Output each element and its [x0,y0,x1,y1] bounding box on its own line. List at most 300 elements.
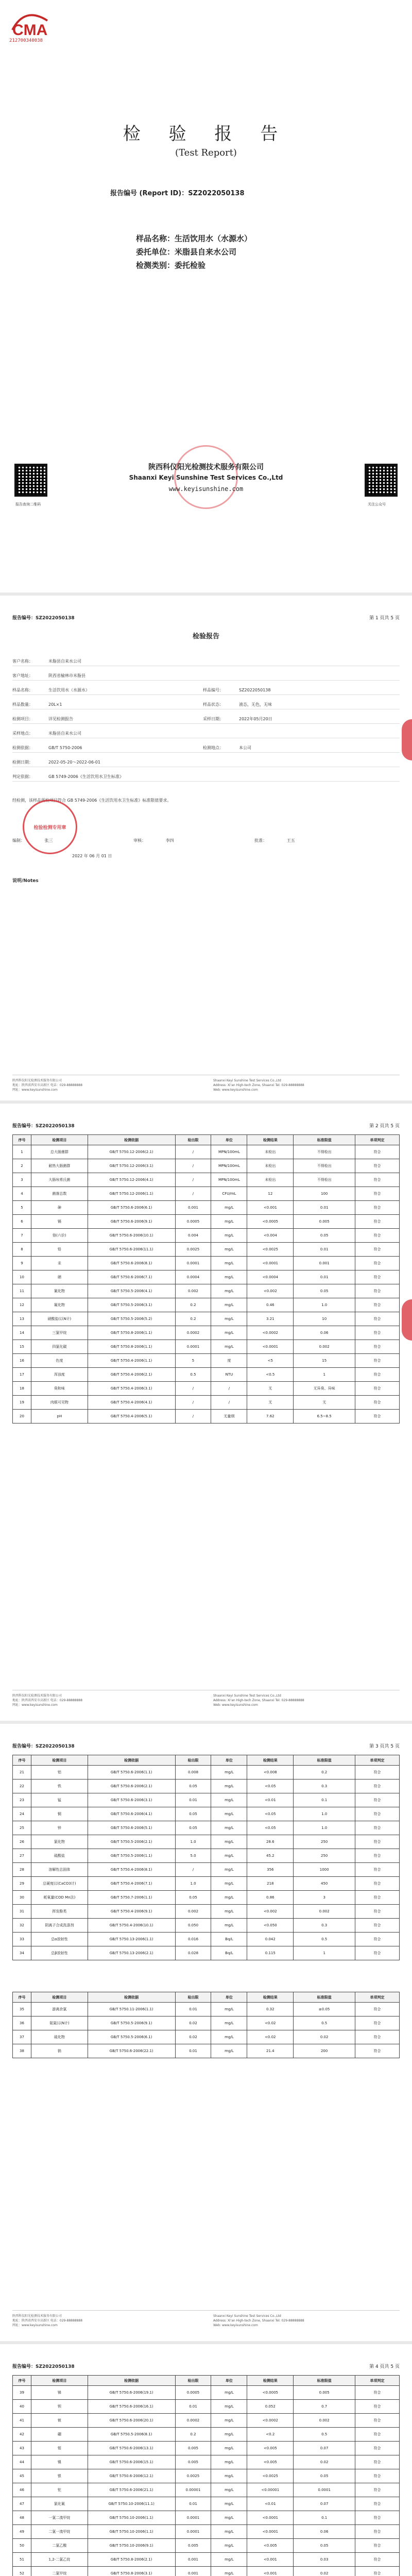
table-row [13,1270,400,1284]
table-cell: 0.050 [175,1919,211,1933]
table-cell: 符合 [355,1257,400,1270]
column-header: 标准限值 [294,1755,355,1766]
table-cell: 0.05 [294,1229,355,1243]
table-row [13,2400,400,2414]
table-cell: 符合 [355,1229,400,1243]
table-cell: 218 [247,1877,294,1891]
table-cell: mg/L [211,1863,247,1877]
table-cell: 铁 [31,1780,88,1793]
table-cell: 0.0002 [175,1326,211,1340]
table-cell: <0.0025 [247,2469,294,2483]
table-cell: 0.001 [175,1201,211,1215]
table-cell: pH [31,1410,88,1423]
table-cell: GB/T 5750.6-2006(12.1) [88,2469,175,2483]
footer-right: Shaanxi Keyi Sunshine Test Services Co.,Ltd Address: Xi'an High-tech Zone, Shaanxi Tel: 029-88888888 Web: www.keyisunshine.com [213,2314,304,2327]
field-value: SZ2022050138 [239,688,271,692]
table-cell: GB/T 5750.6-2006(7.1) [88,1270,175,1284]
table-cell: 0.042 [247,1933,294,1946]
table-cell: 0.0001 [175,1340,211,1354]
lab-website[interactable]: www.keyisunshine.com [168,485,244,493]
table-row [13,1849,400,1863]
table-cell: 0.07 [294,2442,355,2455]
table-cell: 浑浊度 [31,1368,88,1382]
table-cell: <0.002 [247,1905,294,1919]
table-cell: 0.05 [294,1284,355,1298]
table-row [13,1187,400,1201]
results-table [12,1992,400,2058]
table-cell: 硫化物 [31,2030,88,2044]
table-cell: mg/L [211,1270,247,1284]
column-header: 单位 [211,1755,247,1766]
table-cell: <0.001 [247,1201,294,1215]
table-cell: 0.5 [175,1368,211,1382]
table-cell: 0.052 [247,2400,294,2414]
table-cell: 硒 [31,1270,88,1284]
summary-title: 检验报告 [192,633,219,640]
table-row [13,1159,400,1173]
table-cell: 0.0005 [175,1215,211,1229]
table-cell: 符合 [355,1396,400,1410]
table-cell: Bq/L [211,1946,247,1960]
table-cell: mg/L [211,2539,247,2553]
table-cell: 符合 [355,1919,400,1933]
table-cell: 7.62 [247,1410,294,1423]
table-cell: GB/T 5750.4-2006(7.1) [88,1877,175,1891]
table-cell: 符合 [355,1284,400,1298]
table-cell: 0.02 [294,2455,355,2469]
table-cell: / [211,1382,247,1396]
table-cell: 铝 [31,1766,88,1780]
column-header: 序号 [13,1755,31,1766]
table-cell: 24 [13,1807,31,1821]
table-cell: 铍 [31,2414,88,2428]
footer-right: Shaanxi Keyi Sunshine Test Services Co.,Ltd Address: Xi'an High-tech Zone, Shaanxi Tel: 029-88888888 Web: www.keyisunshine.com [213,1694,304,1707]
table-cell: 0.002 [294,1340,355,1354]
table-cell: 23 [13,1793,31,1807]
table-row [13,1410,400,1423]
table-cell: 29 [13,1877,31,1891]
field-label: 样品编号： [203,688,224,692]
table-cell: 符合 [355,1270,400,1284]
column-header: 标准限值 [294,2376,355,2386]
table-row [13,2044,400,2058]
table-header-row [13,2376,400,2386]
table-cell: <0.0001 [247,1257,294,1270]
table-row [13,1173,400,1187]
table-cell: 19 [13,1396,31,1410]
table-cell: GB/T 5750.10-2006(11.1) [88,2497,175,2511]
table-row [13,2428,400,2442]
field-label: 样品数量： [12,702,33,707]
table-cell: 二氯甲烷 [31,2567,88,2576]
table-cell: 符合 [355,1807,400,1821]
table-cell: GB/T 5750.6-2006(2.1) [88,1780,175,1793]
table-cell: 3 [13,1173,31,1187]
signature-compile: 张三 [44,838,53,843]
table-cell: mg/L [211,2455,247,2469]
table-cell: GB/T 5750.7-2006(1.1) [88,1891,175,1905]
table-cell: 阴离子合成洗涤剂 [31,1919,88,1933]
table-cell: 钼 [31,2442,88,2455]
table-cell: mg/L [211,2428,247,2442]
table-cell: 0.05 [175,1807,211,1821]
table-cell: 0.004 [175,1229,211,1243]
client-value: 米脂县自来水公司 [175,247,237,257]
table-cell: 9 [13,1257,31,1270]
sign-label-review: 审核： [133,838,146,843]
report-number-label: 报告编号 (Report ID)： [110,190,188,197]
table-cell: 四氯化碳 [31,1340,88,1354]
table-cell: GB/T 5750.6-2006(3.1) [88,1793,175,1807]
table-cell: mg/L [211,2469,247,2483]
table-cell: 符合 [355,1863,400,1877]
table-cell: 菌落总数 [31,1187,88,1201]
table-cell: 符合 [355,1821,400,1835]
field-value: 2022-05-20～2022-06-01 [48,760,100,765]
table-cell: 0.002 [294,2414,355,2428]
table-cell: <0.02 [247,2030,294,2044]
table-row [13,1368,400,1382]
summary-row [12,759,203,765]
table-cell: 符合 [355,1877,400,1891]
table-cell: 0.028 [175,1946,211,1960]
table-cell: 0.01 [175,1793,211,1807]
table-cell: 不得检出 [294,1159,355,1173]
row-divider [12,723,400,724]
table-cell: 符合 [355,1905,400,1919]
table-cell: GB/T 5750.6-2006(22.1) [88,2044,175,2058]
table-cell: mg/L [211,1891,247,1905]
table-cell: 氰化物 [31,1284,88,1298]
table-cell: 1 [13,1145,31,1159]
table-cell: GB/T 5750.4-2006(10.1) [88,1919,175,1933]
field-value: 生活饮用水（水源水） [48,688,90,692]
table-cell: mg/L [211,1326,247,1340]
table-cell: 8 [13,1243,31,1257]
column-header: 检测项目 [31,1135,88,1145]
results-page [0,1724,412,2341]
table-cell: 0.01 [175,2044,211,2058]
table-cell: 砷 [31,1201,88,1215]
table-cell: 1 [294,1368,355,1382]
svg-text:CMA: CMA [12,22,48,39]
table-cell: <0.01 [247,1793,294,1807]
table-cell: 符合 [355,1410,400,1423]
table-cell: mg/L [211,1780,247,1793]
table-cell: / [175,1187,211,1201]
table-cell: 不得检出 [294,1145,355,1159]
table-cell: mg/L [211,1835,247,1849]
table-cell: 1.0 [294,1298,355,1312]
table-row [13,2442,400,2455]
table-cell: 符合 [355,2469,400,2483]
table-cell: 0.02 [294,2030,355,2044]
table-cell: 0.0005 [175,2386,211,2400]
table-cell: mg/L [211,1877,247,1891]
sign-label-compile: 编制： [12,838,25,843]
cma-logo-icon [9,9,50,39]
column-header: 检测依据 [88,1135,175,1145]
table-cell: mg/L [211,2414,247,2428]
table-cell: 0.06 [294,2525,355,2539]
page-report-number: 报告编号：SZ2022050138 [12,2364,75,2369]
table-row [13,1326,400,1340]
table-row [13,1382,400,1396]
table-cell: 无异臭、异味 [294,1382,355,1396]
table-cell: 符合 [355,2525,400,2539]
table-row [13,2016,400,2030]
table-cell: GB/T 5750.5-2006(8.1) [88,2428,175,2442]
table-cell: mg/L [211,2511,247,2525]
page-footer [12,1690,400,1710]
table-cell: GB/T 5750.4-2006(9.1) [88,1905,175,1919]
test-type-label: 检测类别： [136,261,175,270]
field-value: 2022年05月20日 [239,717,272,721]
table-row [13,1891,400,1905]
table-cell: 铜 [31,1807,88,1821]
table-cell: 符合 [355,1793,400,1807]
table-cell: 硝酸盐(以N计) [31,1312,88,1326]
results-page [0,2344,412,2576]
table-cell: GB/T 5750.5-2006(4.1) [88,1284,175,1298]
field-value: 20L×1 [48,702,62,707]
table-cell: 符合 [355,1187,400,1201]
table-cell: 13 [13,1312,31,1326]
page-report-number: 报告编号：SZ2022050138 [12,1124,75,1129]
signature-review: 李四 [165,838,174,843]
table-cell: 52 [13,2567,31,2576]
table-cell: 0.115 [247,1946,294,1960]
table-cell: 0.00001 [175,2483,211,2497]
table-cell: GB/T 5750.4-2006(8.1) [88,1863,175,1877]
table-row [13,2539,400,2553]
table-cell: 0.2 [175,1298,211,1312]
table-row [13,2386,400,2400]
table-cell: mg/L [211,1340,247,1354]
table-cell: 0.05 [294,2539,355,2553]
client-row [136,245,252,259]
table-cell: 符合 [355,1312,400,1326]
field-value: 本公司 [239,745,251,750]
signature-approve: 王五 [286,838,295,843]
table-cell: 0.0002 [175,2414,211,2428]
field-value: 液态，无色，无味 [239,702,272,707]
table-cell: 0.0004 [175,1270,211,1284]
table-row [13,1821,400,1835]
table-cell: GB/T 5750.4-2006(3.1) [88,1382,175,1396]
table-cell: 0.32 [247,2003,294,2016]
table-cell: 耐热大肠菌群 [31,1159,88,1173]
table-cell: 0.001 [175,2567,211,2576]
table-cell: 符合 [355,1766,400,1780]
table-cell: 0.01 [294,1243,355,1257]
column-header: 检测项目 [31,1992,88,2003]
table-cell: 1 [294,1946,355,1960]
table-row [13,1946,400,1960]
table-cell: <5 [247,1354,294,1368]
table-cell: 硼 [31,2428,88,2442]
table-row [13,1835,400,1849]
footer-right: Shaanxi Keyi Sunshine Test Services Co.,Ltd Address: Xi'an High-tech Zone, Shaanxi Tel: 029-88888888 Web: www.keyisunshine.com [213,1079,304,1092]
table-cell: GB/T 5750.10-2006(1.1) [88,2525,175,2539]
table-header-row [13,1135,400,1145]
table-row [13,1145,400,1159]
table-cell: 0.0001 [175,2511,211,2525]
results-page [0,1104,412,1721]
column-header: 检测结果 [247,2376,294,2386]
table-cell: 符合 [355,1145,400,1159]
table-cell: 48 [13,2511,31,2525]
table-cell: mg/L [211,2442,247,2455]
table-cell: / [175,1382,211,1396]
table-cell: mg/L [211,1243,247,1257]
table-cell: mg/L [211,1919,247,1933]
table-cell: 450 [294,1877,355,1891]
table-cell: 0.05 [175,1780,211,1793]
table-cell: 36 [13,2016,31,2030]
page-number: 第 3 页共 5 页 [369,1744,400,1749]
table-cell: 符合 [355,1835,400,1849]
results-table [12,1134,400,1423]
table-cell: mg/L [211,1905,247,1919]
table-cell: 符合 [355,2044,400,2058]
field-value: 陕西省榆林市米脂县 [48,673,85,678]
row-divider [12,680,400,681]
table-cell: 33 [13,1933,31,1946]
table-cell: 21.4 [247,2044,294,2058]
table-cell: GB/T 5750.13-2006(1.1) [88,1933,175,1946]
table-cell: <0.0025 [247,1243,294,1257]
field-value: 米脂县自来水公司 [48,659,81,664]
table-cell: GB/T 5750.13-2006(2.1) [88,1946,175,1960]
table-cell: 0.0025 [175,2469,211,2483]
table-cell: 符合 [355,1891,400,1905]
inspection-seal-text: 检验检测专用章 [33,825,66,831]
table-cell: mg/L [211,1284,247,1298]
results-table [12,1755,400,1960]
table-cell: 6 [13,1215,31,1229]
table-cell: 符合 [355,2030,400,2044]
table-cell: / [175,1863,211,1877]
table-cell: 氯化氰 [31,2497,88,2511]
table-cell: 0.005 [294,2386,355,2400]
field-label: 检测日期： [12,760,33,765]
table-cell: 符合 [355,2003,400,2016]
table-cell: 符合 [355,1201,400,1215]
table-cell: GB/T 5750.10-2006(1.1) [88,2511,175,2525]
test-type-row [136,259,252,272]
table-cell: 0.02 [175,2016,211,2030]
table-cell: 氟化物 [31,1298,88,1312]
table-cell: <0.01 [247,2497,294,2511]
table-cell: <0.0005 [247,2386,294,2400]
table-cell: 0.06 [294,1326,355,1340]
table-cell: 22 [13,1780,31,1793]
table-row [13,1354,400,1368]
table-cell: 1.0 [294,1807,355,1821]
table-cell: GB/T 5750.5-2006(9.1) [88,2016,175,2030]
table-cell: GB/T 5750.8-2006(2.1) [88,2553,175,2567]
table-cell: <0.05 [247,1807,294,1821]
table-cell: 0.05 [175,1821,211,1835]
table-cell: 无 [247,1396,294,1410]
table-cell: mg/L [211,1821,247,1835]
field-label: 判定依据： [12,774,33,779]
table-cell: mg/L [211,1257,247,1270]
table-cell: 0.46 [247,1298,294,1312]
table-cell: 钠 [31,2044,88,2058]
row-divider [12,781,400,782]
table-cell: <0.002 [247,1284,294,1298]
table-row [13,1340,400,1354]
table-cell: 符合 [355,2455,400,2469]
table-cell: mg/L [211,2483,247,2497]
table-cell: mg/L [211,2003,247,2016]
table-cell: 氯化物 [31,1835,88,1849]
table-cell: 6.5~8.5 [294,1410,355,1423]
table-cell: 符合 [355,1382,400,1396]
client-label: 委托单位： [136,247,175,257]
column-header: 标准限值 [294,1992,355,2003]
table-cell: 3 [294,1891,355,1905]
field-label: 客户地址： [12,673,33,678]
table-cell: 符合 [355,1849,400,1863]
table-cell: GB/T 5750.5-2006(1.1) [88,1849,175,1863]
table-cell: 无量纲 [211,1410,247,1423]
field-label: 检测项目： [12,717,33,721]
table-cell: Bq/L [211,1933,247,1946]
field-value: GB 5749-2006《生活饮用水卫生标准》 [48,774,124,779]
table-cell: mg/L [211,2400,247,2414]
results-table [12,2375,400,2576]
column-header: 单项判定 [355,1135,400,1145]
table-cell: 0.2 [175,2428,211,2442]
column-header: 单位 [211,1992,247,2003]
table-row [13,1243,400,1257]
table-row [13,1919,400,1933]
summary-row [12,745,393,751]
table-cell: 0.3 [294,1780,355,1793]
table-cell: 20 [13,1410,31,1423]
table-cell: GB/T 5750.5-2006(2.1) [88,1835,175,1849]
table-cell: 45 [13,2469,31,2483]
table-cell: GB/T 5750.8-2006(3.1) [88,2567,175,2576]
table-cell: 0.01 [175,2003,211,2016]
table-cell: 未检出 [247,1145,294,1159]
table-cell: 5 [13,1201,31,1215]
table-cell: 总硬度(以CaCO3计) [31,1877,88,1891]
table-cell: mg/L [211,2030,247,2044]
table-cell: 0.0001 [175,1257,211,1270]
table-header-row [13,1992,400,2003]
table-cell: 44 [13,2455,31,2469]
table-cell: <0.0001 [247,1340,294,1354]
table-cell: 0.86 [247,1891,294,1905]
table-cell: 锑 [31,2386,88,2400]
table-cell: 符合 [355,2428,400,2442]
table-row [13,1312,400,1326]
table-cell: 符合 [355,2497,400,2511]
table-cell: GB/T 5750.6-2006(9.1) [88,1215,175,1229]
table-row [13,1284,400,1298]
table-cell: mg/L [211,2567,247,2576]
table-cell: GB/T 5750.6-2006(10.1) [88,1229,175,1243]
table-cell: 臭和味 [31,1382,88,1396]
table-cell: 0.3 [294,1919,355,1933]
cma-code: 212700340038 [9,38,43,43]
table-cell: 43 [13,2442,31,2455]
field-value: 详见检测报告 [48,717,73,721]
